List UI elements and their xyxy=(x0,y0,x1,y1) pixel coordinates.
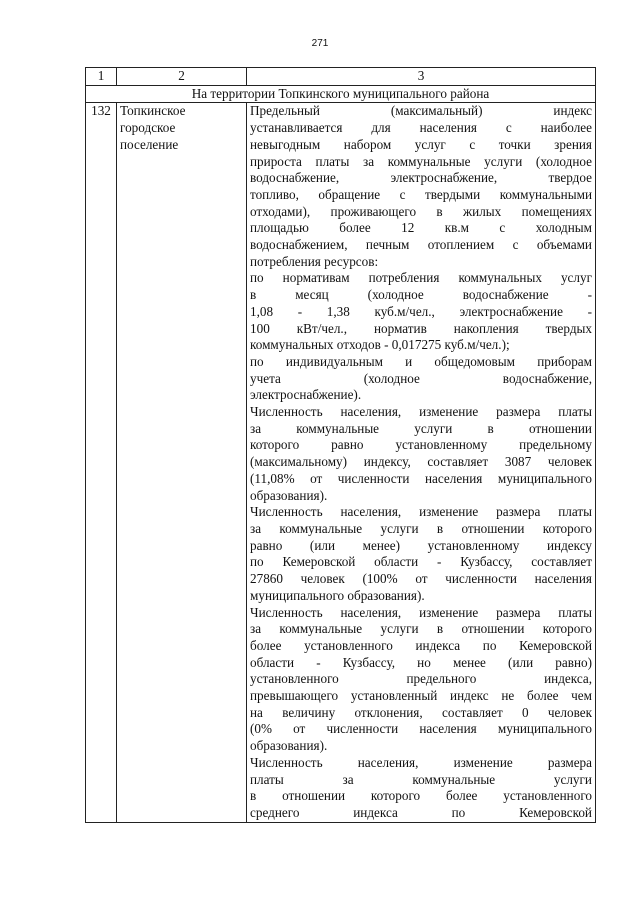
description-line: по нормативам потребления коммунальных услуг xyxy=(250,270,592,286)
tariff-index-table xyxy=(85,67,596,823)
description-paragraph xyxy=(250,103,592,270)
column-number-2: 2 xyxy=(117,68,247,86)
description-line: на величину отклонения, составляет 0 человек xyxy=(250,704,592,720)
description-line: за коммунальные услуги в отношении которого xyxy=(250,520,592,536)
column-number-3: 3 xyxy=(247,68,596,86)
column-number-1: 1 xyxy=(86,68,117,86)
row-number: 132 xyxy=(86,103,117,822)
description-line: водоснабжение, электроснабжение, твердое xyxy=(250,170,592,186)
settlement-name-line: Топкинское xyxy=(120,103,186,119)
description-line: которого равно установленному предельному xyxy=(250,437,592,453)
table-row xyxy=(86,103,596,822)
description-line: 1,08 - 1,38 куб.м/чел., электроснабжение - xyxy=(250,303,592,319)
column-number-row xyxy=(86,68,596,86)
description-line: более установленного индекса по Кемеровской xyxy=(250,637,592,653)
description-line: за коммунальные услуги в отношении xyxy=(250,420,592,436)
description-line: области - Кузбассу, но менее (или равно) xyxy=(250,654,592,670)
settlement-name xyxy=(117,103,247,822)
index-description xyxy=(247,103,596,822)
description-line: платы за коммунальные услуги xyxy=(250,771,592,787)
description-paragraph xyxy=(250,404,592,504)
description-line: (0% от численности населения муниципального xyxy=(250,721,592,737)
description-line: превышающего установленный индекс не более чем xyxy=(250,688,592,704)
description-paragraph xyxy=(250,504,592,604)
description-line: по Кемеровской области - Кузбассу, составляет xyxy=(250,554,592,570)
description-line: равно (или менее) установленному индексу xyxy=(250,537,592,553)
description-line: в месяц (холодное водоснабжение - xyxy=(250,287,592,303)
description-paragraph xyxy=(250,270,592,354)
description-line: коммунальных отходов - 0,017275 куб.м/чел.); xyxy=(250,337,510,353)
description-line: устанавливается для населения с наиболее xyxy=(250,120,592,136)
description-line: среднего индекса по Кемеровской xyxy=(250,804,592,820)
description-line: учета (холодное водоснабжение, xyxy=(250,370,592,386)
description-line: Предельный (максимальный) индекс xyxy=(250,103,592,119)
description-line: муниципального образования). xyxy=(250,587,425,603)
description-paragraph xyxy=(250,755,592,822)
description-line: за коммунальные услуги в отношении которого xyxy=(250,621,592,637)
description-line: прироста платы за коммунальные услуги (холодное xyxy=(250,153,592,169)
description-line: (11,08% от численности населения муниципального xyxy=(250,470,592,486)
page-number: 271 xyxy=(311,38,329,49)
description-line: невыгодным набором услуг с точки зрения xyxy=(250,136,592,152)
description-line: отходами), проживающего в жилых помещениях xyxy=(250,203,592,219)
section-title: На территории Топкинского муниципального района xyxy=(86,85,596,103)
description-line: в отношении которого более установленного xyxy=(250,788,592,804)
description-line: электроснабжение). xyxy=(250,387,362,403)
settlement-name-line: поселение xyxy=(120,136,179,152)
description-line: 27860 человек (100% от численности населения xyxy=(250,571,592,587)
description-line: топливо, обращение с твердыми коммунальными xyxy=(250,186,592,202)
description-line: водоснабжением, печным отоплением с объемами xyxy=(250,237,592,253)
description-line: образования). xyxy=(250,487,328,503)
description-paragraph xyxy=(250,354,592,404)
description-line: 100 кВт/чел., норматив накопления твердых xyxy=(250,320,592,336)
description-line: установленного предельного индекса, xyxy=(250,671,592,687)
description-line: площадью более 12 кв.м с холодным xyxy=(250,220,592,236)
description-line: Численность населения, изменение размера xyxy=(250,754,592,770)
description-line: потребления ресурсов: xyxy=(250,253,379,269)
description-line: Численность населения, изменение размера платы xyxy=(250,404,592,420)
description-paragraph xyxy=(250,605,592,755)
description-line: по индивидуальным и общедомовым приборам xyxy=(250,353,592,369)
section-row xyxy=(86,85,596,103)
description-line: (максимальному) индексу, составляет 3087 человек xyxy=(250,454,592,470)
settlement-name-line: городское xyxy=(120,120,176,136)
description-line: Численность населения, изменение размера платы xyxy=(250,604,592,620)
description-line: Численность населения, изменение размера платы xyxy=(250,504,592,520)
description-line: образования). xyxy=(250,738,328,754)
